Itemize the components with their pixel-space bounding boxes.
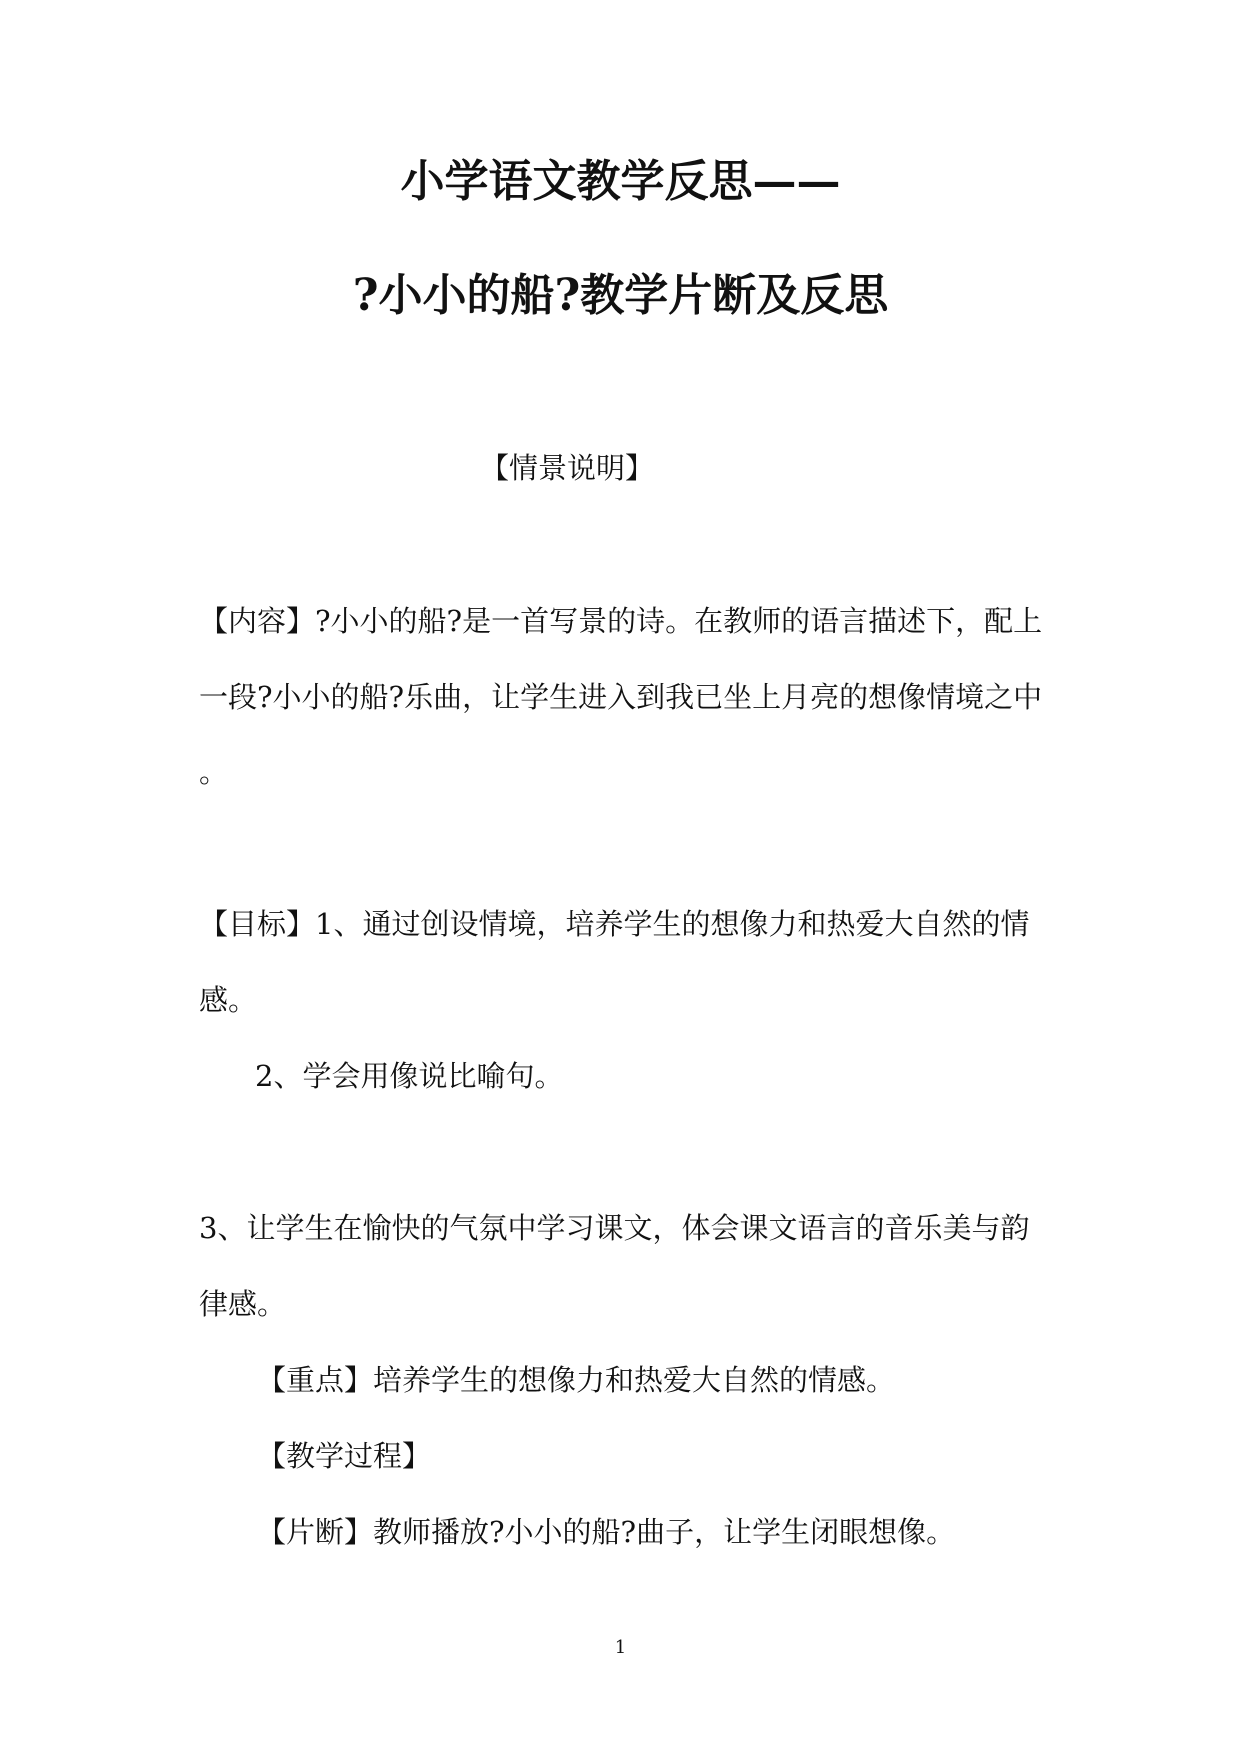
section-heading-scenario: 【情景说明】 xyxy=(480,451,655,485)
content-paragraph-line: 一段?小小的船?乐曲，让学生进入到我已坐上月亮的想像情境之中 xyxy=(199,680,1043,714)
goal-item-line: 3、让学生在愉快的气氛中学习课文，体会课文语言的音乐美与韵 xyxy=(199,1211,1030,1245)
fragment-line: 【片断】教师播放?小小的船?曲子，让学生闭眼想像。 xyxy=(257,1515,956,1549)
goal-item-line: 律感。 xyxy=(199,1287,287,1321)
content-paragraph-line: 。 xyxy=(199,755,229,789)
teaching-process-heading: 【教学过程】 xyxy=(257,1439,432,1473)
document-title-line-1: 小学语文教学反思—— xyxy=(400,156,841,207)
goal-item-line: 2、学会用像说比喻句。 xyxy=(255,1059,564,1093)
content-paragraph-line: 【内容】?小小的船?是一首写景的诗。在教师的语言描述下，配上 xyxy=(199,604,1043,638)
goal-paragraph-line: 【目标】1、通过创设情境，培养学生的想像力和热爱大自然的情 xyxy=(199,907,1030,941)
document-title-line-2: ?小小的船?教学片断及反思 xyxy=(352,270,889,321)
goal-paragraph-line: 感。 xyxy=(199,983,258,1017)
page-number: 1 xyxy=(614,1637,627,1658)
key-point-line: 【重点】培养学生的想像力和热爱大自然的情感。 xyxy=(257,1363,896,1397)
